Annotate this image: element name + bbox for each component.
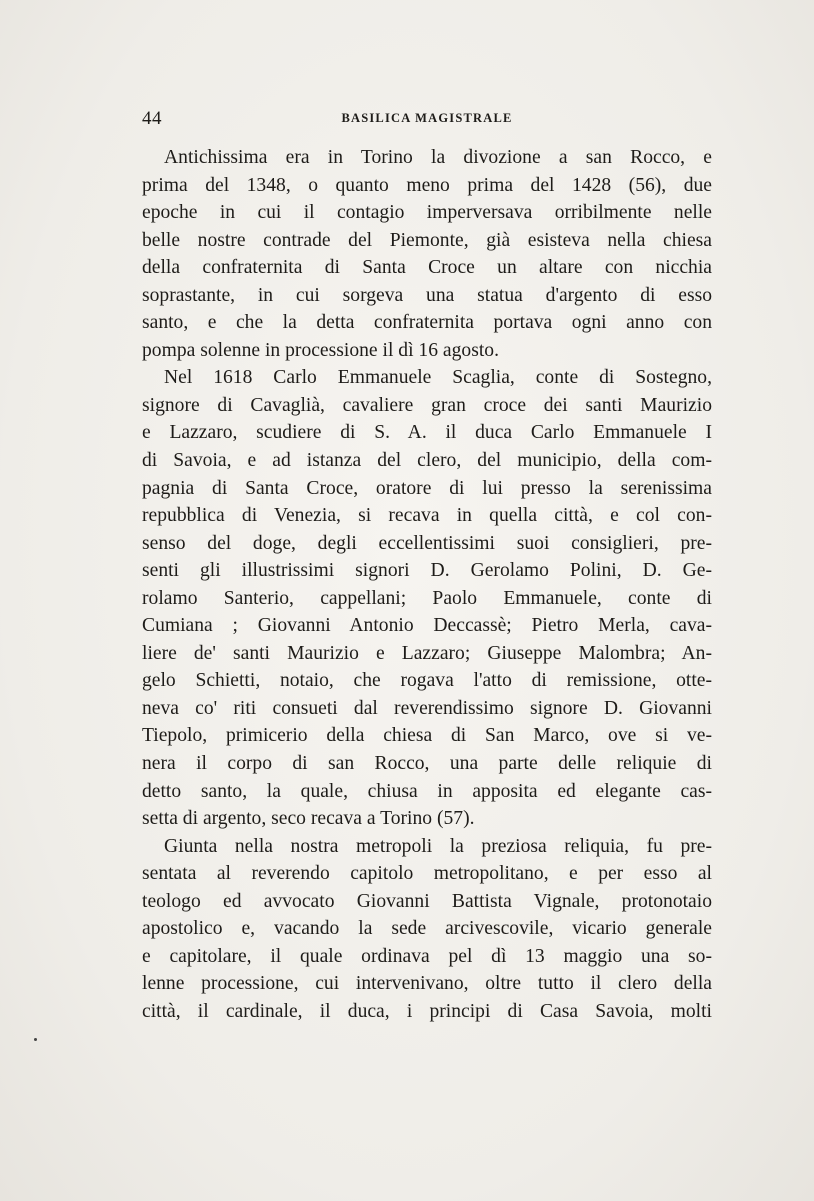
text-line: teologo ed avvocato Giovanni Battista Vignale, protonotaio: [142, 890, 712, 912]
text-line: belle nostre contrade del Piemonte, già esisteva nella chiesa: [142, 229, 712, 251]
text-line: detto santo, la quale, chiusa in apposita ed elegante cas-: [142, 780, 712, 802]
text-line: neva co' riti consueti dal reverendissimo signore D. Giovanni: [142, 697, 712, 719]
text-line: città, il cardinale, il duca, i principi di Casa Savoia, molti: [142, 1000, 712, 1022]
text-line: di Savoia, e ad istanza del clero, del municipio, della com-: [142, 450, 712, 472]
text-line: soprastante, in cui sorgeva una statua d'argento di esso: [142, 284, 712, 306]
body-text: [142, 144, 712, 1026]
text-line: e Lazzaro, scudiere di S. A. il duca Carlo Emmanuele I: [142, 422, 712, 444]
text-line: signore di Cavaglià, cavaliere gran croce dei santi Maurizio: [142, 394, 712, 416]
text-line: della confraternita di Santa Croce un altare con nicchia: [142, 257, 712, 279]
text-line: e capitolare, il quale ordinava pel dì 13 maggio una so-: [142, 945, 712, 967]
text-line: apostolico e, vacando la sede arcivescovile, vicario generale: [142, 918, 712, 940]
text-line: senti gli illustrissimi signori D. Gerolamo Polini, D. Ge-: [142, 560, 712, 582]
running-title: BASILICA MAGISTRALE: [341, 111, 513, 125]
text-line: gelo Schietti, notaio, che rogava l'atto di remissione, otte-: [142, 670, 712, 692]
text-line: nera il corpo di san Rocco, una parte delle reliquie di: [142, 753, 712, 775]
text-line: repubblica di Venezia, si recava in quella città, e col con-: [142, 505, 712, 527]
page-number: 44: [142, 108, 162, 129]
text-line: Tiepolo, primicerio della chiesa di San Marco, ove si ve-: [142, 725, 712, 747]
text-line: senso del doge, degli eccellentissimi suoi consiglieri, pre-: [142, 532, 712, 554]
running-head: [142, 108, 712, 130]
text-line: pompa solenne in processione il dì 16 agosto.: [142, 339, 499, 361]
text-line: Giunta nella nostra metropoli la preziosa reliquia, fu pre-: [164, 835, 712, 857]
print-speck: [34, 1038, 37, 1041]
text-line: prima del 1348, o quanto meno prima del 1428 (56), due: [142, 174, 712, 196]
text-line: lenne processione, cui intervenivano, oltre tutto il clero della: [142, 973, 712, 995]
text-line: epoche in cui il contagio imperversava orribilmente nelle: [142, 202, 712, 224]
text-line: setta di argento, seco recava a Torino (57).: [142, 808, 475, 830]
text-line: rolamo Santerio, cappellani; Paolo Emmanuele, conte di: [142, 587, 712, 609]
text-line: Antichissima era in Torino la divozione a san Rocco, e: [164, 147, 712, 168]
text-line: sentata al reverendo capitolo metropolitano, e per esso al: [142, 863, 712, 885]
text-line: santo, e che la detta confraternita portava ogni anno con: [142, 312, 712, 334]
text-line: pagnia di Santa Croce, oratore di lui presso la serenissima: [142, 477, 712, 499]
text-line: Cumiana ; Giovanni Antonio Deccassè; Pietro Merla, cava-: [142, 615, 712, 637]
text-line: liere de' santi Maurizio e Lazzaro; Giuseppe Malombra; An-: [142, 642, 712, 664]
text-line: Nel 1618 Carlo Emmanuele Scaglia, conte di Sostegno,: [164, 367, 712, 389]
